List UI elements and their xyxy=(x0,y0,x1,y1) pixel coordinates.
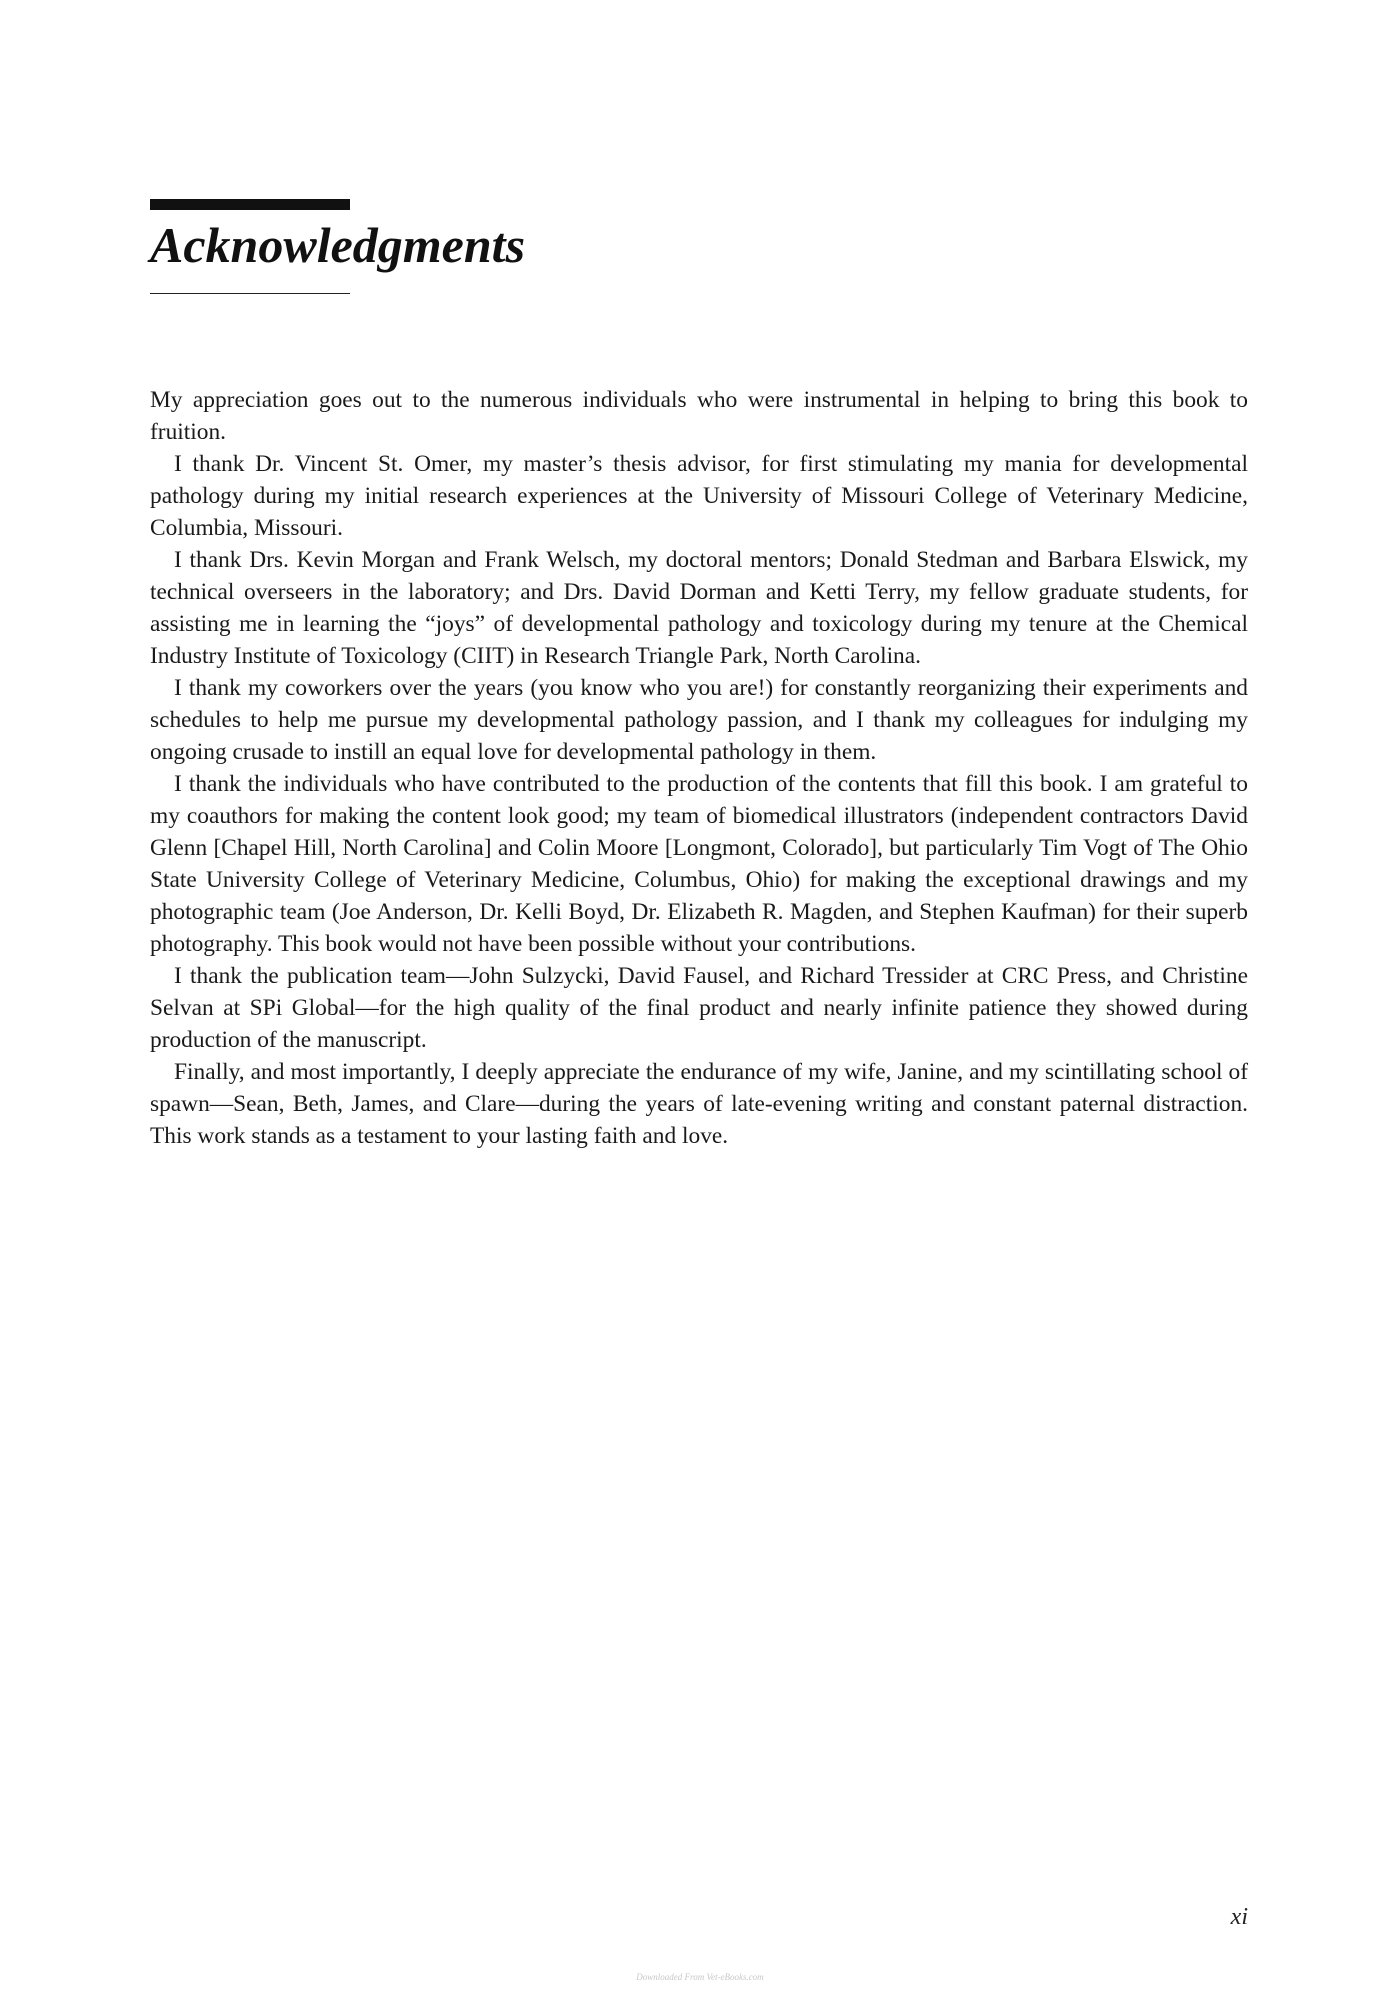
paragraph-thesis-advisor: I thank Dr. Vincent St. Omer, my master’s thesis advisor, for first stimulating my mania for developmental pathology during my initial research experiences at the University of Missouri College of Veterinary Medicine, Columbia, Missouri. xyxy=(150,451,1248,541)
paragraph-doctoral-mentors: I thank Drs. Kevin Morgan and Frank Welsch, my doctoral mentors; Donald Stedman and Barbara Elswick, my technical overseers in the laboratory; and Drs. David Dorman and Ketti Terry, my fellow graduate students, for assisting me in learning the “joys” of developmental pathology and toxicology during my tenure at the Chemical Industry Institute of Toxicology (CIIT) in Research Triangle Park, North Carolina. xyxy=(150,547,1248,669)
paragraph-intro: My appreciation goes out to the numerous individuals who were instrumental in helping to bring this book to fruition. xyxy=(150,387,1248,445)
page-number: xi xyxy=(1230,1904,1248,1930)
paragraph-coworkers: I thank my coworkers over the years (you know who you are!) for constantly reorganizing their experiments and schedules to help me pursue my developmental pathology passion, and I thank my colleagues for indulging my ongoing crusade to instill an equal love for developmental pathology in them. xyxy=(150,675,1248,765)
title-top-rule xyxy=(150,199,350,210)
paragraph-family: Finally, and most importantly, I deeply appreciate the endurance of my wife, Janine, and my scintillating school of spawn—Sean, Beth, James, and Clare—during the years of late-evening writing and constant paternal distraction. This work stands as a testament to your lasting faith and love. xyxy=(150,1059,1248,1149)
acknowledgments-body xyxy=(150,384,1248,1152)
paragraph-publication-team: I thank the publication team—John Sulzycki, David Fausel, and Richard Tressider at CRC Press, and Christine Selvan at SPi Global—for the high quality of the final product and nearly infinite patience they showed during production of the manuscript. xyxy=(150,963,1248,1053)
download-watermark: Downloaded From Vet-eBooks.com xyxy=(636,1972,764,1982)
page-title: Acknowledgments xyxy=(150,217,526,273)
title-bottom-rule xyxy=(150,293,350,294)
paragraph-contributors: I thank the individuals who have contributed to the production of the contents that fill this book. I am grateful to my coauthors for making the content look good; my team of biomedical illustrators (independent contractors David Glenn [Chapel Hill, North Carolina] and Colin Moore [Longmont, Colorado], but particularly Tim Vogt of The Ohio State University College of Veterinary Medicine, Columbus, Ohio) for making the exceptional drawings and my photographic team (Joe Anderson, Dr. Kelli Boyd, Dr. Elizabeth R. Magden, and Stephen Kaufman) for their superb photography. This book would not have been possible without your contributions. xyxy=(150,771,1248,957)
